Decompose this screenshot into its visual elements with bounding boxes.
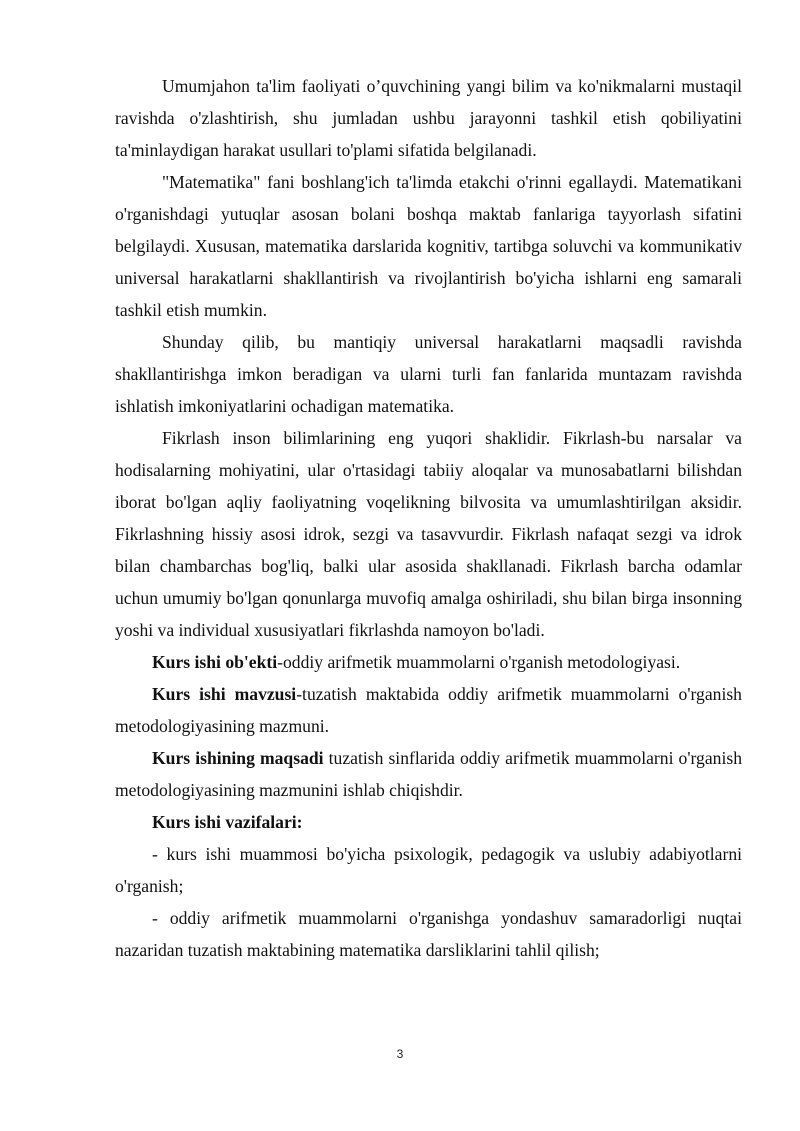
- course-goal-label: Kurs ishining maqsadi: [152, 748, 324, 768]
- course-subject-paragraph: [115, 678, 742, 742]
- paragraph-2: "Matematika" fani boshlang'ich ta'limda etakchi o'rinni egallaydi. Matematikani o'rganishdagi yutuqlar asosan bolani boshqa maktab fanlariga tayyorlash sifatini belgilaydi. Xususan, matematika darslarida kognitiv, tartibga soluvchi va kommunikativ universal harakatlarni shakllantirish va rivojlantirish bo'yicha ishlarni eng samarali tashkil etish mumkin.: [115, 172, 742, 320]
- task-item: - kurs ishi muammosi bo'yicha psixologik, pedagogik va uslubiy adabiyotlarni o'rganish;: [115, 844, 742, 896]
- course-goal-text: tuzatish sinflarida oddiy arifmetik muammolarni o'rganish metodologiyasining mazmunini ishlab chiqishdir.: [115, 748, 742, 800]
- course-tasks-heading: [115, 806, 742, 838]
- page-number: 3: [396, 1047, 404, 1061]
- course-object-label: Kurs ishi ob'ekti: [152, 652, 278, 672]
- course-subject-text: -tuzatish maktabida oddiy arifmetik muammolarni o'rganish metodologiyasining mazmuni.: [115, 684, 742, 736]
- course-subject-label: Kurs ishi mavzusi: [152, 684, 297, 704]
- paragraph-3: Shunday qilib, bu mantiqiy universal harakatlarni maqsadli ravishda shakllantirishga imkon beradigan va ularni turli fan fanlarida muntazam ravishda ishlatish imkoniyatlarini ochadigan matematika.: [115, 332, 742, 416]
- course-object-paragraph: [115, 646, 742, 678]
- course-tasks-label: Kurs ishi vazifalari:: [152, 812, 303, 832]
- task-item: - oddiy arifmetik muammolarni o'rganishga yondashuv samaradorligi nuqtai nazaridan tuzatish maktabining matematika darsliklarini tahlil qilish;: [115, 908, 742, 960]
- document-body: [115, 70, 742, 966]
- course-goal-paragraph: [115, 742, 742, 806]
- course-object-text: -oddiy arifmetik muammolarni o'rganish metodologiyasi.: [277, 652, 681, 672]
- paragraph-1: Umumjahon ta'lim faoliyati o’quvchining yangi bilim va ko'nikmalarni mustaqil ravishda o'zlashtirish, shu jumladan ushbu jarayonni tashkil etish qobiliyatini ta'minlaydigan harakat usullari to'plami sifatida belgilanadi.: [115, 76, 742, 160]
- paragraph-4: Fikrlash inson bilimlarining eng yuqori shaklidir. Fikrlash-bu narsalar va hodisalarning mohiyatini, ular o'rtasidagi tabiiy aloqalar va munosabatlarni bilishdan iborat bo'lgan aqliy faoliyatning voqelikning bilvosita va umumlashtirilgan aksidir. Fikrlashning hissiy asosi idrok, sezgi va tasavvurdir. Fikrlash nafaqat sezgi va idrok bilan chambarchas bog'liq, balki ular asosida shakllanadi. Fikrlash barcha odamlar uchun umumiy bo'lgan qonunlarga muvofiq amalga oshiriladi, shu bilan birga insonning yoshi va individual xususiyatlari fikrlashda namoyon bo'ladi.: [115, 428, 742, 640]
